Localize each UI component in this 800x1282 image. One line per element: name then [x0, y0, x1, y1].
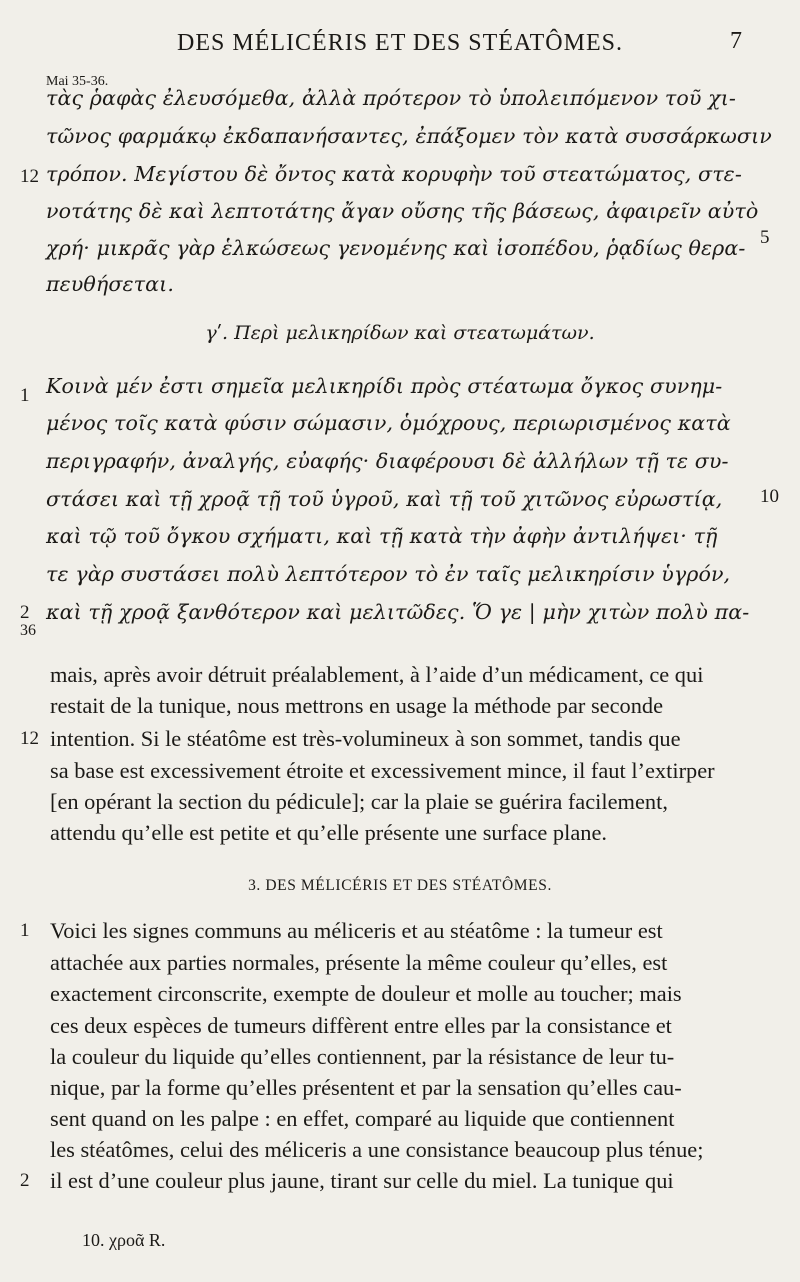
greek-section-heading: γʹ. Περὶ μελικηρίδων καὶ στεατωμάτων. [205, 322, 595, 344]
french-text-line: exactement circonscrite, exempte de douleur et molle au toucher; mais [50, 981, 682, 1006]
greek-text-line: Κοινὰ μέν ἐστι σημεῖα μελικηρίδι πρὸς στέατωμα ὄγκος συνημ- [46, 374, 723, 398]
line-number-margin: 1 [20, 920, 30, 941]
footnote: 10. χροᾶ R. [82, 1230, 166, 1250]
line-number-margin: 1 [20, 385, 30, 406]
greek-text-line: μένος τοῖς κατὰ φύσιν σώμασιν, ὁμόχρους, περιωρισμένος κατὰ [46, 411, 731, 435]
greek-text-line: περιγραφήν, ἀναλγής, εὐαφής· διαφέρουσι δὲ ἀλλήλων τῇ τε συ- [46, 449, 729, 473]
french-section-heading: 3. DES MÉLICÉRIS ET DES STÉATÔMES. [248, 877, 552, 894]
line-number-margin: 5 [760, 227, 770, 248]
french-text-line: les stéatômes, celui des méliceris a une consistance beaucoup plus ténue; [50, 1137, 704, 1162]
greek-text-line: χρή· μικρᾶς γὰρ ἑλκώσεως γενομένης καὶ ἰσοπέδου, ῥᾳδίως θερα- [46, 236, 746, 260]
french-text-line: attachée aux parties normales, présente la même couleur qu’elles, est [50, 950, 668, 975]
reference-note: Mai 35-36. [46, 74, 109, 89]
greek-text-line: τὰς ῥαφὰς ἐλευσόμεθα, ἀλλὰ πρότερον τὸ ὑπολειπόμενον τοῦ χι- [46, 86, 736, 110]
french-text-line: Voici les signes communs au méliceris et au stéatôme : la tumeur est [50, 918, 663, 943]
greek-text-line: τῶνος φαρμάκῳ ἐκδαπανήσαντες, ἐπάξομεν τὸν κατὰ συσσάρκωσιν [46, 124, 772, 148]
french-text-line: [en opérant la section du pédicule]; car la plaie se guérira facilement, [50, 789, 668, 814]
running-head [0, 26, 800, 60]
french-text-line: sa base est excessivement étroite et excessivement mince, il faut l’extirper [50, 758, 715, 783]
greek-text-line: τε γὰρ συστάσει πολὺ λεπτότερον τὸ ἐν ταῖς μελικηρίσιν ὑγρόν, [46, 562, 731, 586]
line-number-margin: 36 [20, 622, 36, 639]
french-text-line: nique, par la forme qu’elles présentent et par la sensation qu’elles cau- [50, 1075, 682, 1100]
french-text-line: sent quand on les palpe : en effet, comparé au liquide que contiennent [50, 1106, 675, 1131]
running-title: DES MÉLICÉRIS ET DES STÉATÔMES. [177, 30, 623, 56]
page-number: 7 [730, 28, 742, 54]
greek-text-line: νοτάτης δὲ καὶ λεπτοτάτης ἄγαν οὔσης τῆς βάσεως, ἀφαιρεῖν αὐτὸ [46, 199, 759, 223]
french-text-line: attendu qu’elle est petite et qu’elle présente une surface plane. [50, 820, 608, 845]
greek-text-line: καὶ τῷ τοῦ ὄγκου σχήματι, καὶ τῇ κατὰ τὴν ἀφὴν ἀντιλήψει· τῇ [46, 524, 718, 548]
french-text-line: ces deux espèces de tumeurs diffèrent entre elles par la consistance et [50, 1013, 672, 1038]
line-number-margin: 2 [20, 602, 30, 623]
greek-text-line: καὶ τῇ χροᾷ ξανθότερον καὶ μελιτῶδες. Ὅ γε | μὴν χιτὼν πολὺ πα- [46, 600, 750, 624]
line-number-margin: 10 [760, 486, 779, 507]
greek-text-line: τρόπον. Μεγίστου δὲ ὄντος κατὰ κορυφὴν τοῦ στεατώματος, στε- [46, 162, 742, 186]
french-text-line: restait de la tunique, nous mettrons en usage la méthode par seconde [50, 693, 664, 718]
line-number-margin: 12 [20, 728, 39, 749]
greek-text-line: στάσει καὶ τῇ χροᾷ τῇ τοῦ ὑγροῦ, καὶ τῇ τοῦ χιτῶνος εὐρωστίᾳ, [46, 487, 723, 511]
greek-text-line: πευθήσεται. [46, 272, 174, 296]
french-text-line: mais, après avoir détruit préalablement, à l’aide d’un médicament, ce qui [50, 662, 704, 687]
french-text-line: la couleur du liquide qu’elles contiennent, par la résistance de leur tu- [50, 1044, 675, 1069]
french-text-line: il est d’une couleur plus jaune, tirant sur celle du miel. La tunique qui [50, 1168, 674, 1193]
french-text-line: intention. Si le stéatôme est très-volumineux à son sommet, tandis que [50, 726, 681, 751]
line-number-margin: 2 [20, 1170, 30, 1191]
line-number-margin: 12 [20, 166, 39, 187]
